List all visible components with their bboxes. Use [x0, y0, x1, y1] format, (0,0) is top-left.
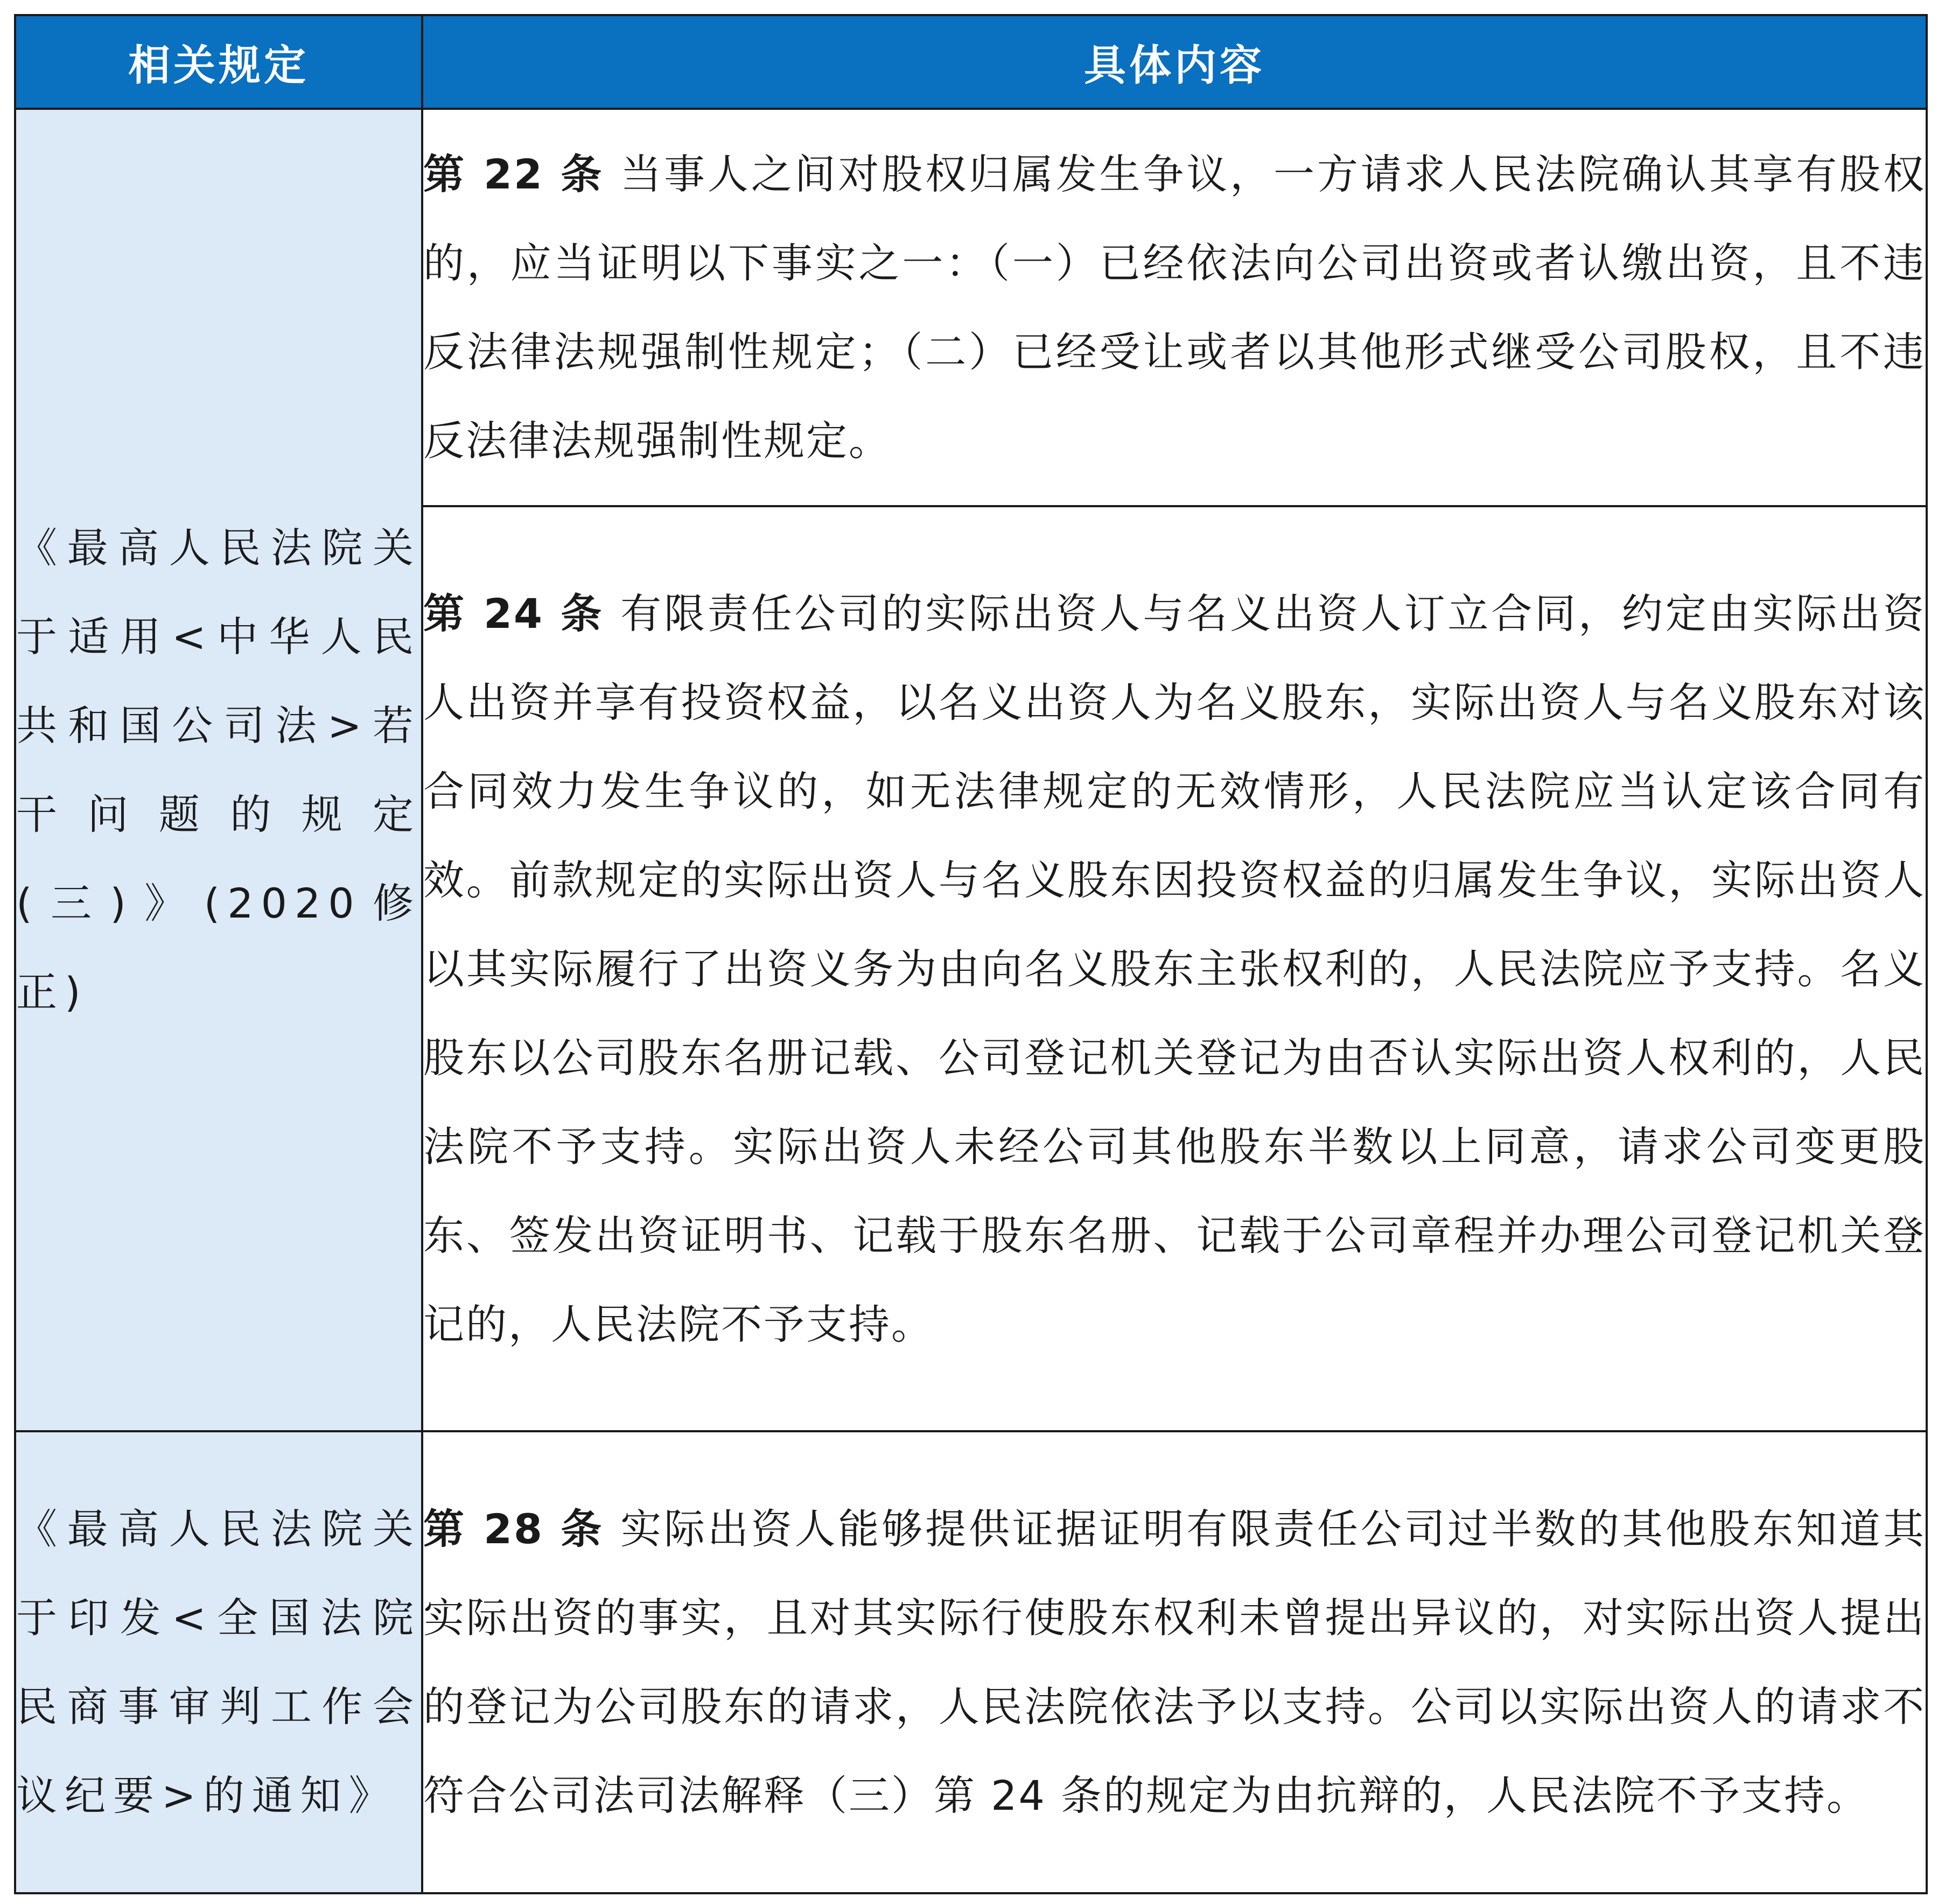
article-cell [422, 109, 1927, 506]
regulation-title: 《最高人民法院关于印发<全国法院民商事审判工作会议纪要>的通知》 [16, 1505, 421, 1819]
header-row [15, 15, 1927, 109]
regulation-cell [15, 1431, 422, 1893]
article-paragraph [423, 1485, 1926, 1840]
article-number: 第 24 条 [423, 589, 605, 638]
article-text: 当事人之间对股权归属发生争议，一方请求人民法院确认其享有股权的，应当证明以下事实之一：（一）已经依法向公司出资或者认缴出资，且不违反法律法规强制性规定；（二）已经受让或者以其他形式继受公司股权，且不违反法律法规强制性规定。 [423, 150, 1926, 465]
header-content: 具体内容 [422, 15, 1927, 109]
article-paragraph [423, 130, 1926, 485]
header-regulation: 相关规定 [15, 15, 422, 109]
regulations-table [14, 14, 1928, 1894]
regulation-cell [15, 109, 422, 1431]
regulation-title: 《最高人民法院关于适用<中华人民共和国公司法>若干问题的规定(三)》(2020修正) [16, 524, 421, 1016]
table-row [15, 1431, 1927, 1893]
article-number: 第 28 条 [423, 1505, 605, 1553]
article-number: 第 22 条 [423, 150, 605, 198]
article-cell [422, 506, 1927, 1431]
article-paragraph [423, 569, 1926, 1369]
article-text: 有限责任公司的实际出资人与名义出资人订立合同，约定由实际出资人出资并享有投资权益，以名义出资人为名义股东，实际出资人与名义股东对该合同效力发生争议的，如无法律规定的无效情形，人民法院应当认定该合同有效。前款规定的实际出资人与名义股东因投资权益的归属发生争议，实际出资人以其实际履行了出资义务为由向名义股东主张权利的，人民法院应予支持。名义股东以公司股东名册记载、公司登记机关登记为由否认实际出资人权利的，人民法院不予支持。实际出资人未经公司其他股东半数以上同意，请求公司变更股东、签发出资证明书、记载于股东名册、记载于公司章程并办理公司登记机关登记的，人民法院不予支持。 [423, 589, 1926, 1348]
article-text: 实际出资人能够提供证据证明有限责任公司过半数的其他股东知道其实际出资的事实，且对其实际行使股东权利未曾提出异议的，对实际出资人提出的登记为公司股东的请求，人民法院依法予以支持。公司以实际出资人的请求不符合公司法司法解释（三）第 24 条的规定为由抗辩的，人民法院不予支持。 [423, 1505, 1926, 1819]
table-row [15, 109, 1927, 506]
article-cell [422, 1431, 1927, 1893]
